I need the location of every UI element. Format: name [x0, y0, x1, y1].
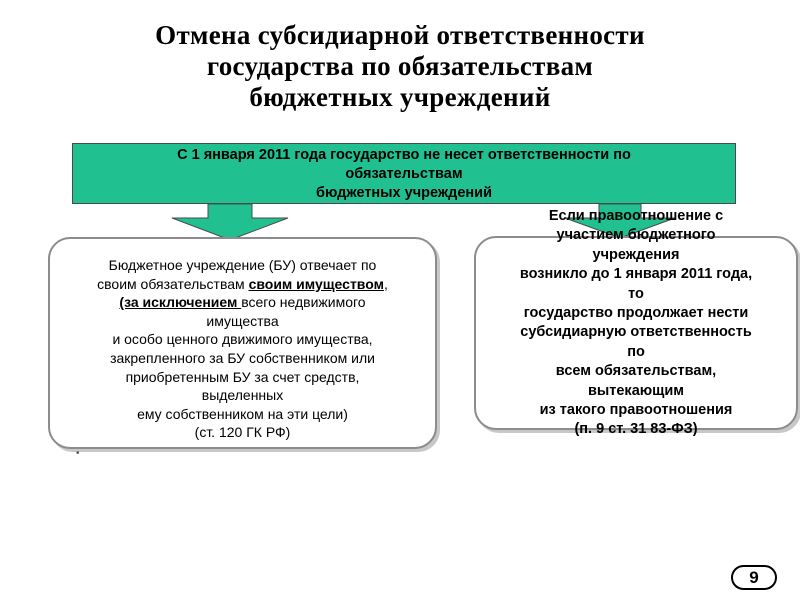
budget-institution-liability-box [48, 237, 437, 449]
box-text-line: государство продолжает нести [523, 305, 749, 322]
page-number-badge: 9 [731, 565, 777, 590]
bullet-marker: • [76, 448, 80, 459]
box-text-line: ему собственником на эти цели) [137, 405, 348, 422]
box-text: , [383, 275, 388, 292]
banner-line: С 1 января 2011 года государство не несет ответственности по [177, 147, 631, 163]
box-text-line: возникло до 1 января 2011 года, [519, 266, 753, 283]
box-text-line: всем обязательствам, [555, 363, 717, 380]
box-text: всего недвижимого [241, 294, 366, 311]
title-line: бюджетных учреждений [249, 82, 551, 112]
box-text-line: Если правоотношение с [548, 208, 724, 224]
box-text-line: субсидиарную ответственность [520, 324, 752, 341]
box-text-line: участием бюджетного [556, 227, 716, 244]
box-text-line: приобретенным БУ за счет средств, [125, 368, 360, 385]
box-text-line: вытекающим [587, 382, 685, 399]
emphasis-exception: (за исключением [119, 294, 242, 311]
title-line: государства по обязательствам [206, 51, 594, 81]
key-statement-banner [72, 143, 736, 204]
box-text-line: (ст. 120 ГК РФ) [194, 424, 291, 441]
box-text-line: учреждения [592, 246, 680, 263]
box-text-line: и особо ценного движимого имущества, [112, 331, 373, 348]
subsidiary-liability-text [474, 207, 798, 440]
box-text-line: из такого правоотношения [539, 402, 733, 419]
slide-title [60, 20, 740, 113]
title-line: Отмена субсидиарной ответственности [155, 20, 645, 50]
box-text-line: Бюджетное учреждение (БУ) отвечает по [108, 257, 377, 273]
box-text-line: закрепленного за БУ собственником или [110, 349, 375, 366]
banner-line: бюджетных учреждений [316, 185, 492, 201]
box-text-line [50, 275, 435, 294]
box-text-line: по [627, 343, 645, 360]
box-text-line: имущества [206, 312, 279, 329]
box-text-line: (п. 9 ст. 31 83-ФЗ) [574, 421, 698, 438]
banner-line: обязательствам [345, 166, 463, 182]
box-text-line [50, 293, 435, 312]
down-arrow-left-icon [172, 204, 288, 240]
box-text: своим обязательствам [97, 275, 249, 292]
emphasis-own-property: своим имуществом [248, 275, 384, 292]
box-text-line: выделенных [201, 387, 284, 404]
box-text-line: то [628, 285, 644, 302]
